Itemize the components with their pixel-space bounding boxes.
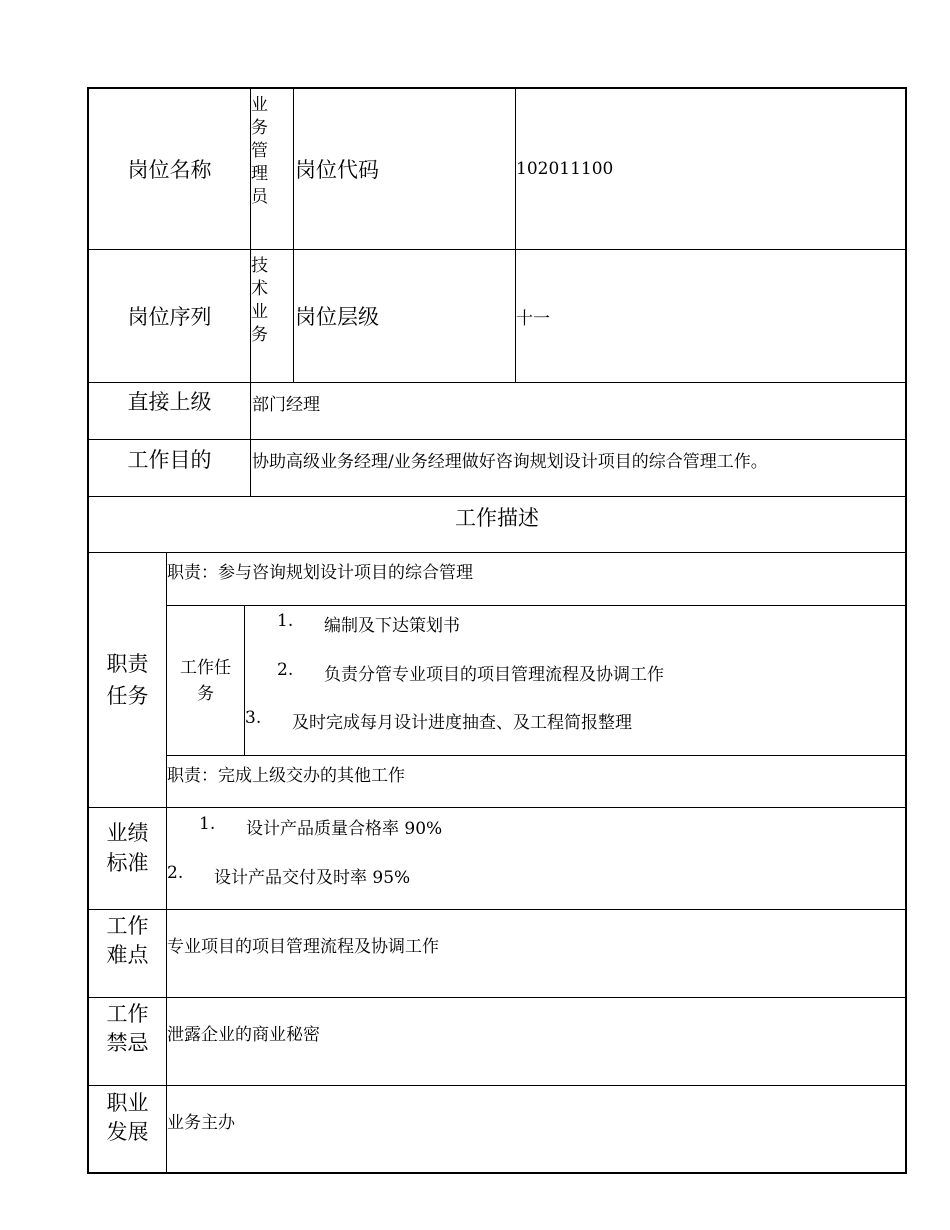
position-sequence-value: 技术业务: [251, 256, 268, 345]
superior-label: 直接上级: [127, 390, 212, 414]
task-item-text: 负责分管专业项目的项目管理流程及协调工作: [324, 665, 664, 685]
position-code-label: 岗位代码: [295, 158, 379, 182]
tasks-label: 工作任 务: [180, 657, 231, 704]
row-divider: [166, 605, 907, 606]
position-name-label: 岗位名称: [127, 158, 212, 182]
performance-item: 设计产品交付及时率 95%: [214, 868, 411, 888]
taboo-label: 工作 禁忌: [106, 1002, 149, 1055]
difficulty-value: 专业项目的项目管理流程及协调工作: [167, 937, 439, 957]
row-divider: [87, 807, 907, 808]
superior-value: 部门经理: [252, 395, 320, 415]
col-divider: [244, 605, 245, 755]
row-divider: [87, 997, 907, 998]
task-number: 1.: [277, 611, 294, 631]
row-divider: [166, 755, 907, 756]
duties-label: 职责 任务: [106, 652, 149, 708]
task-item: [277, 660, 293, 680]
work-description-title: 工作描述: [455, 506, 539, 530]
table-border-right: [905, 87, 907, 1174]
position-code-value: 102011100: [516, 159, 614, 179]
row-divider: [87, 1085, 907, 1086]
duty-2: 职责：完成上级交办的其他工作: [167, 766, 405, 786]
performance-number: 1.: [199, 814, 216, 834]
career-label: 职业 发展: [106, 1091, 149, 1144]
taboo-value: 泄露企业的商业秘密: [167, 1025, 320, 1045]
difficulty-label: 工作 难点: [106, 914, 149, 967]
row-divider: [87, 552, 907, 553]
row-divider: [87, 496, 907, 497]
col-divider: [293, 87, 294, 382]
career-value: 业务主办: [167, 1113, 235, 1133]
task-item: [245, 708, 261, 728]
row-divider: [87, 909, 907, 910]
task-number: 3.: [245, 708, 262, 728]
performance-item: 设计产品质量合格率 90%: [246, 819, 443, 839]
position-name-value: 业务管理员: [251, 95, 268, 207]
task-item-text: 编制及下达策划书: [324, 616, 460, 636]
table-border-bottom: [87, 1172, 907, 1174]
position-sequence-label: 岗位序列: [127, 305, 212, 329]
performance-label: 业绩 标准: [106, 821, 149, 875]
performance-number: 2.: [167, 863, 184, 883]
task-item-text: 及时完成每月设计进度抽查、及工程简报整理: [292, 713, 632, 733]
purpose-label: 工作目的: [127, 448, 212, 472]
purpose-value: 协助高级业务经理/业务经理做好咨询规划设计项目的综合管理工作。: [252, 452, 768, 472]
row-divider: [87, 439, 907, 440]
row-divider: [87, 382, 907, 383]
position-level-value: 十一: [516, 308, 550, 329]
duty-1: 职责：参与咨询规划设计项目的综合管理: [167, 563, 473, 583]
task-number: 2.: [277, 660, 294, 680]
task-item: [277, 611, 293, 631]
position-level-label: 岗位层级: [295, 305, 379, 329]
